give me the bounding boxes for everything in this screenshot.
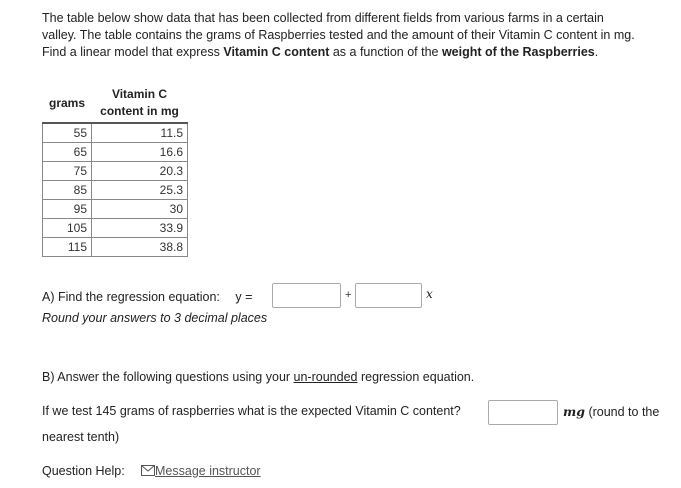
table-header-row — [43, 84, 188, 123]
y-equals: y = — [235, 290, 253, 304]
intro-line-2: valley. The table contains the grams of Raspberries tested and the amount of their Vitamin C content in mg. — [42, 28, 635, 42]
cell-vitc: 25.3 — [92, 181, 188, 200]
data-table — [42, 84, 188, 257]
cell-grams: 65 — [43, 143, 92, 162]
cell-grams: 75 — [43, 162, 92, 181]
cell-vitc: 38.8 — [92, 238, 188, 257]
cell-vitc: 30 — [92, 200, 188, 219]
intro-text: as a function of the — [329, 45, 442, 59]
units-mg: mg — [563, 404, 585, 419]
intro-line-3 — [42, 44, 672, 61]
intro-text: Find a linear model that express — [42, 45, 224, 59]
cell-vitc: 33.9 — [92, 219, 188, 238]
cell-vitc: 20.3 — [92, 162, 188, 181]
cell-grams: 55 — [43, 123, 92, 143]
cell-grams: 95 — [43, 200, 92, 219]
intro-text: . — [594, 45, 599, 59]
intro-bold-weight: weight of the Raspberries — [441, 45, 595, 59]
part-b-question: If we test 145 grams of raspberries what is the expected Vitamin C content? — [42, 404, 461, 418]
col-header-line: content in mg — [100, 104, 179, 118]
cell-grams: 85 — [43, 181, 92, 200]
table-row — [43, 238, 188, 257]
cell-grams: 105 — [43, 219, 92, 238]
vitamin-c-answer-input[interactable] — [488, 400, 558, 425]
table-row — [43, 143, 188, 162]
x-variable: x — [426, 287, 433, 301]
message-instructor-label: Message instructor — [155, 464, 261, 478]
intercept-input[interactable] — [355, 283, 422, 308]
cell-vitc: 11.5 — [92, 123, 188, 143]
col-header-line: Vitamin C — [111, 87, 168, 101]
table-row — [43, 162, 188, 181]
table-row — [43, 123, 188, 143]
answer-units — [563, 404, 659, 419]
envelope-icon — [141, 465, 155, 479]
cell-grams: 115 — [43, 238, 92, 257]
part-b-instruction — [42, 370, 474, 384]
units-note: (round to the — [584, 405, 660, 419]
slope-input[interactable] — [272, 283, 341, 308]
table-row — [43, 219, 188, 238]
rounding-note: Round your answers to 3 decimal places — [42, 311, 268, 325]
part-a-label: A) Find the regression equation: — [42, 290, 220, 304]
problem-intro — [42, 10, 672, 61]
col-header-grams: grams — [48, 95, 86, 110]
rounding-note-b: nearest tenth) — [42, 430, 120, 444]
part-b-text: B) Answer the following questions using your — [42, 370, 294, 384]
part-b-underlined: un-rounded — [293, 370, 358, 384]
table-row — [43, 200, 188, 219]
cell-vitc: 16.6 — [92, 143, 188, 162]
plus-sign: + — [345, 289, 352, 301]
intro-bold-vitamin: Vitamin C content — [223, 45, 330, 59]
question-help-label: Question Help: — [42, 464, 125, 478]
intro-line-1: The table below show data that has been collected from different fields from various farms in a certain — [42, 11, 604, 25]
part-b-text: regression equation. — [357, 370, 475, 384]
table-row — [43, 181, 188, 200]
message-instructor-link[interactable] — [141, 464, 261, 479]
col-header-vitamin-c — [92, 84, 188, 123]
part-a-line — [42, 287, 252, 307]
